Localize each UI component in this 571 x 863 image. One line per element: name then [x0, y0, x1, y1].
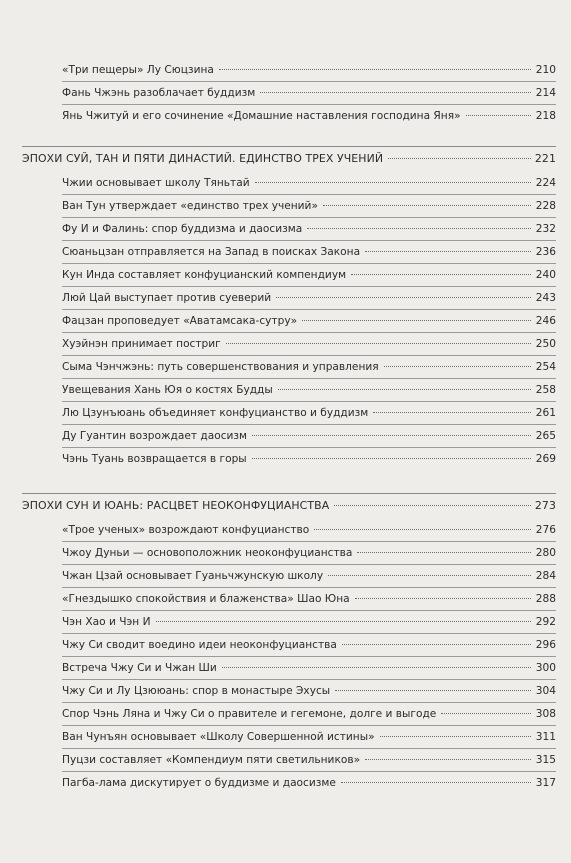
toc-entry — [0, 360, 571, 374]
divider — [62, 656, 556, 657]
divider — [62, 771, 556, 772]
dot-leader — [260, 92, 531, 93]
toc-entry — [0, 776, 571, 790]
dot-leader — [307, 228, 531, 229]
toc-entry-title: Чэн Хао и Чэн И — [62, 616, 151, 628]
toc-entry-title: Сыма Чэнчжэнь: путь совершенствования и управления — [62, 361, 379, 373]
divider — [62, 240, 556, 241]
toc-entry-page: 265 — [535, 430, 556, 442]
toc-entry-title: Ван Тун утверждает «единство трех учений» — [62, 200, 318, 212]
toc-entry-page: 232 — [535, 223, 556, 235]
toc-entry — [0, 86, 571, 100]
dot-leader — [384, 366, 531, 367]
divider — [62, 286, 556, 287]
dot-leader — [441, 713, 531, 714]
toc-entry-title: Фацзан проповедует «Аватамсака-сутру» — [62, 315, 298, 327]
toc-entry-page: 258 — [535, 384, 556, 396]
toc-entry-title: Чжу Си сводит воедино идеи неоконфуцианства — [62, 639, 337, 651]
toc-entry — [0, 406, 571, 420]
toc-entry — [0, 707, 571, 721]
toc-entry — [0, 245, 571, 259]
toc-entry-title: Чжоу Дуньи — основоположник неоконфуцианства — [62, 547, 353, 559]
dot-leader — [357, 552, 531, 553]
dot-leader — [222, 667, 531, 668]
dot-leader — [219, 69, 531, 70]
toc-entry — [0, 753, 571, 767]
toc-entry — [0, 569, 571, 583]
toc-entry — [0, 314, 571, 328]
toc-entry — [0, 684, 571, 698]
toc-entry — [0, 730, 571, 744]
divider — [62, 355, 556, 356]
divider — [62, 401, 556, 402]
toc-entry-title: Хуэйнэн принимает постриг — [62, 338, 221, 350]
dot-leader — [328, 575, 531, 576]
dot-leader — [278, 389, 531, 390]
toc-entry-page: 296 — [535, 639, 556, 651]
toc-entry-page: 210 — [535, 64, 556, 76]
dot-leader — [373, 412, 531, 413]
divider — [62, 564, 556, 565]
toc-entry-page: 284 — [535, 570, 556, 582]
dot-leader — [466, 115, 531, 116]
toc-entry-page: 292 — [535, 616, 556, 628]
dot-leader — [156, 621, 531, 622]
toc-entry-title: Спор Чэнь Ляна и Чжу Си о правителе и гегемоне, долге и выгоде — [62, 708, 437, 720]
toc-entry-page: 240 — [535, 269, 556, 281]
divider — [62, 263, 556, 264]
toc-entry-title: Увещевания Хань Юя о костях Будды — [62, 384, 273, 396]
toc-entry-page: 218 — [535, 110, 556, 122]
toc-entry — [0, 176, 571, 190]
toc-entry-title: «Трое ученых» возрождают конфуцианство — [62, 524, 310, 536]
toc-entry — [0, 199, 571, 213]
dot-leader — [388, 158, 531, 159]
section-divider — [22, 493, 556, 494]
divider — [62, 332, 556, 333]
toc-section-heading — [0, 499, 571, 513]
toc-entry-page: 315 — [535, 754, 556, 766]
toc-entry-title: «Гнездышко спокойствия и блаженства» Шао Юна — [62, 593, 350, 605]
divider — [62, 633, 556, 634]
divider — [62, 587, 556, 588]
toc-entry-page: 308 — [535, 708, 556, 720]
divider — [62, 725, 556, 726]
toc-entry-title: Фу И и Фалинь: спор буддизма и даосизма — [62, 223, 303, 235]
toc-entry — [0, 592, 571, 606]
toc-entry-title: Чжу Си и Лу Цзююань: спор в монастыре Эхусы — [62, 685, 331, 697]
toc-entry-page: 280 — [535, 547, 556, 559]
divider — [62, 217, 556, 218]
toc-entry-title: Лю Цзунъюань объединяет конфуцианство и буддизм — [62, 407, 369, 419]
divider — [62, 424, 556, 425]
toc-entry-page: 276 — [535, 524, 556, 536]
dot-leader — [252, 458, 531, 459]
dot-leader — [302, 320, 531, 321]
dot-leader — [342, 644, 531, 645]
toc-entry — [0, 222, 571, 236]
toc-entry-title: Ду Гуантин возрождает даосизм — [62, 430, 248, 442]
toc-entry-page: 304 — [535, 685, 556, 697]
divider — [62, 748, 556, 749]
toc-entry — [0, 291, 571, 305]
section-divider — [22, 146, 556, 147]
toc-entry-title: «Три пещеры» Лу Сюцзина — [62, 64, 214, 76]
toc-entry-title: Встреча Чжу Си и Чжан Ши — [62, 662, 217, 674]
toc-entry — [0, 661, 571, 675]
divider — [62, 702, 556, 703]
dot-leader — [276, 297, 531, 298]
dot-leader — [335, 690, 531, 691]
toc-entry-title: Кун Инда составляет конфуцианский компендиум — [62, 269, 347, 281]
toc-entry-title: Янь Чжитуй и его сочинение «Домашние наставления господина Яня» — [62, 110, 461, 122]
divider — [62, 309, 556, 310]
toc-entry-page: 288 — [535, 593, 556, 605]
toc-entry-page: 250 — [535, 338, 556, 350]
dot-leader — [226, 343, 531, 344]
toc-entry-page: 246 — [535, 315, 556, 327]
toc-entry-page: 214 — [535, 87, 556, 99]
dot-leader — [334, 505, 531, 506]
toc-entry-title: Ван Чунъян основывает «Школу Совершенной истины» — [62, 731, 375, 743]
divider — [62, 378, 556, 379]
divider — [62, 541, 556, 542]
toc-entry-page: 300 — [535, 662, 556, 674]
divider — [62, 447, 556, 448]
divider — [62, 610, 556, 611]
toc-entry-title: Чжан Цзай основывает Гуаньчжунскую школу — [62, 570, 324, 582]
dot-leader — [380, 736, 531, 737]
divider — [62, 194, 556, 195]
toc-entry-page: 243 — [535, 292, 556, 304]
dot-leader — [255, 182, 531, 183]
toc-entry — [0, 63, 571, 77]
dot-leader — [365, 759, 531, 760]
toc-entry — [0, 383, 571, 397]
toc-entry — [0, 429, 571, 443]
toc-entry — [0, 337, 571, 351]
section-title: ЭПОХИ СУН И ЮАНЬ: РАСЦВЕТ НЕОКОНФУЦИАНСТВА — [22, 499, 330, 512]
toc-entry — [0, 268, 571, 282]
toc-entry-page: 269 — [535, 453, 556, 465]
divider — [62, 679, 556, 680]
divider — [62, 104, 556, 105]
dot-leader — [365, 251, 531, 252]
dot-leader — [314, 529, 531, 530]
toc-entry — [0, 546, 571, 560]
toc-entry-title: Люй Цай выступает против суеверий — [62, 292, 272, 304]
section-title: ЭПОХИ СУЙ, ТАН И ПЯТИ ДИНАСТИЙ. ЕДИНСТВО ТРЕХ УЧЕНИЙ — [22, 152, 384, 165]
toc-entry-page: 317 — [535, 777, 556, 789]
dot-leader — [355, 598, 531, 599]
dot-leader — [351, 274, 531, 275]
toc-entry-page: 261 — [535, 407, 556, 419]
section-page: 221 — [534, 152, 556, 165]
toc-entry-page: 311 — [535, 731, 556, 743]
toc-entry-title: Сюаньцзан отправляется на Запад в поисках Закона — [62, 246, 361, 258]
toc-entry-title: Пагба-лама дискутирует о буддизме и даосизме — [62, 777, 336, 789]
toc-entry-page: 236 — [535, 246, 556, 258]
toc-entry — [0, 109, 571, 123]
toc-entry-page: 228 — [535, 200, 556, 212]
dot-leader — [252, 435, 531, 436]
toc-entry — [0, 452, 571, 466]
section-page: 273 — [534, 499, 556, 512]
toc-entry — [0, 638, 571, 652]
dot-leader — [341, 782, 531, 783]
toc-entry — [0, 523, 571, 537]
toc-entry — [0, 615, 571, 629]
toc-entry-page: 224 — [535, 177, 556, 189]
toc-section-heading — [0, 152, 571, 166]
toc-entry-page: 254 — [535, 361, 556, 373]
toc-entry-title: Пуцзи составляет «Компендиум пяти светильников» — [62, 754, 361, 766]
toc-entry-title: Фань Чжэнь разоблачает буддизм — [62, 87, 256, 99]
toc-entry-title: Чжии основывает школу Тяньтай — [62, 177, 250, 189]
divider — [62, 81, 556, 82]
toc-entry-title: Чэнь Туань возвращается в горы — [62, 453, 247, 465]
dot-leader — [323, 205, 531, 206]
